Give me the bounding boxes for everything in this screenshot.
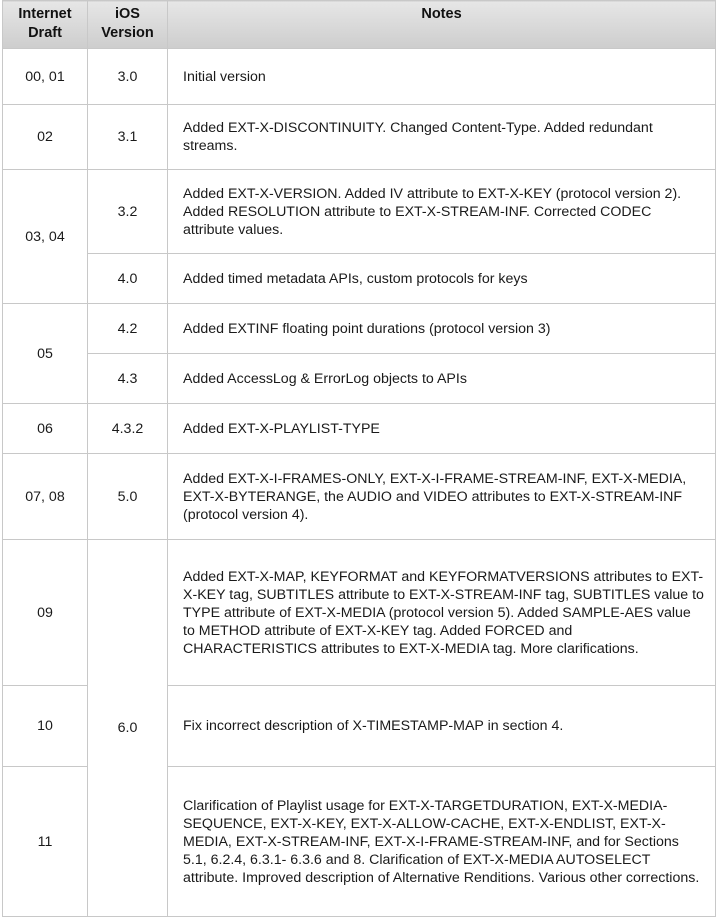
ios-version-cell: 3.0 xyxy=(88,49,168,105)
draft-cell: 02 xyxy=(3,105,88,170)
notes-cell: Added EXT-X-PLAYLIST-TYPE xyxy=(168,404,716,454)
ios-version-cell: 4.2 xyxy=(88,304,168,354)
draft-cell: 06 xyxy=(3,404,88,454)
draft-cell: 07, 08 xyxy=(3,454,88,540)
notes-cell: Added EXT-X-DISCONTINUITY. Changed Content-Type. Added redundant streams. xyxy=(168,105,716,170)
ios-version-cell: 4.3 xyxy=(88,354,168,404)
ios-version-cell: 5.0 xyxy=(88,454,168,540)
revision-history-table xyxy=(2,0,716,917)
table-row xyxy=(3,170,716,254)
table-row xyxy=(3,49,716,105)
header-ios-version: iOS Version xyxy=(88,1,168,49)
header-row xyxy=(3,1,716,49)
table-row xyxy=(3,304,716,354)
ios-version-cell: 3.1 xyxy=(88,105,168,170)
table-row xyxy=(3,540,716,686)
notes-cell: Added AccessLog & ErrorLog objects to APIs xyxy=(168,354,716,404)
table-row xyxy=(3,105,716,170)
table-row xyxy=(3,354,716,404)
draft-cell: 09 xyxy=(3,540,88,686)
notes-cell: Clarification of Playlist usage for EXT-X-TARGETDURATION, EXT-X-MEDIA-SEQUENCE, EXT-X-KEY, EXT-X-ALLOW-CACHE, EXT-X-ENDLIST, EXT-X-MEDIA, EXT-X-STREAM-INF, EXT-X-I-FRAME-STREAM-INF, and for Sections 5.1, 6.2.4, 6.3.1- 6.3.6 and 8. Clarification of EXT-X-MEDIA AUTOSELECT attribute. Improved description of Alternative Renditions. Various other corrections. xyxy=(168,767,716,917)
notes-cell: Added EXTINF floating point durations (protocol version 3) xyxy=(168,304,716,354)
draft-cell: 03, 04 xyxy=(3,170,88,304)
table-row xyxy=(3,454,716,540)
draft-cell: 11 xyxy=(3,767,88,917)
notes-cell: Added EXT-X-I-FRAMES-ONLY, EXT-X-I-FRAME-STREAM-INF, EXT-X-MEDIA, EXT-X-BYTERANGE, the AUDIO and VIDEO attributes to EXT-X-STREAM-INF (protocol version 4). xyxy=(168,454,716,540)
ios-version-cell: 4.3.2 xyxy=(88,404,168,454)
notes-cell: Added EXT-X-VERSION. Added IV attribute to EXT-X-KEY (protocol version 2). Added RESOLUTION attribute to EXT-X-STREAM-INF. Corrected CODEC attribute values. xyxy=(168,170,716,254)
header-notes: Notes xyxy=(168,1,716,49)
notes-cell: Added timed metadata APIs, custom protocols for keys xyxy=(168,254,716,304)
notes-cell: Initial version xyxy=(168,49,716,105)
header-internet-draft: Internet Draft xyxy=(3,1,88,49)
ios-version-cell: 4.0 xyxy=(88,254,168,304)
draft-cell: 00, 01 xyxy=(3,49,88,105)
notes-cell: Fix incorrect description of X-TIMESTAMP-MAP in section 4. xyxy=(168,686,716,767)
notes-cell: Added EXT-X-MAP, KEYFORMAT and KEYFORMATVERSIONS attributes to EXT-X-KEY tag, SUBTITLES attribute to EXT-X-STREAM-INF tag, SUBTITLES value to TYPE attribute of EXT-X-MEDIA (protocol version 5). Added SAMPLE-AES value to METHOD attribute of EXT-X-KEY tag. Added FORCED and CHARACTERISTICS attributes to EXT-X-MEDIA tag. More clarifications. xyxy=(168,540,716,686)
ios-version-cell: 3.2 xyxy=(88,170,168,254)
table-row xyxy=(3,254,716,304)
table-row xyxy=(3,404,716,454)
draft-cell: 05 xyxy=(3,304,88,404)
ios-version-cell: 6.0 xyxy=(88,540,168,917)
draft-cell: 10 xyxy=(3,686,88,767)
